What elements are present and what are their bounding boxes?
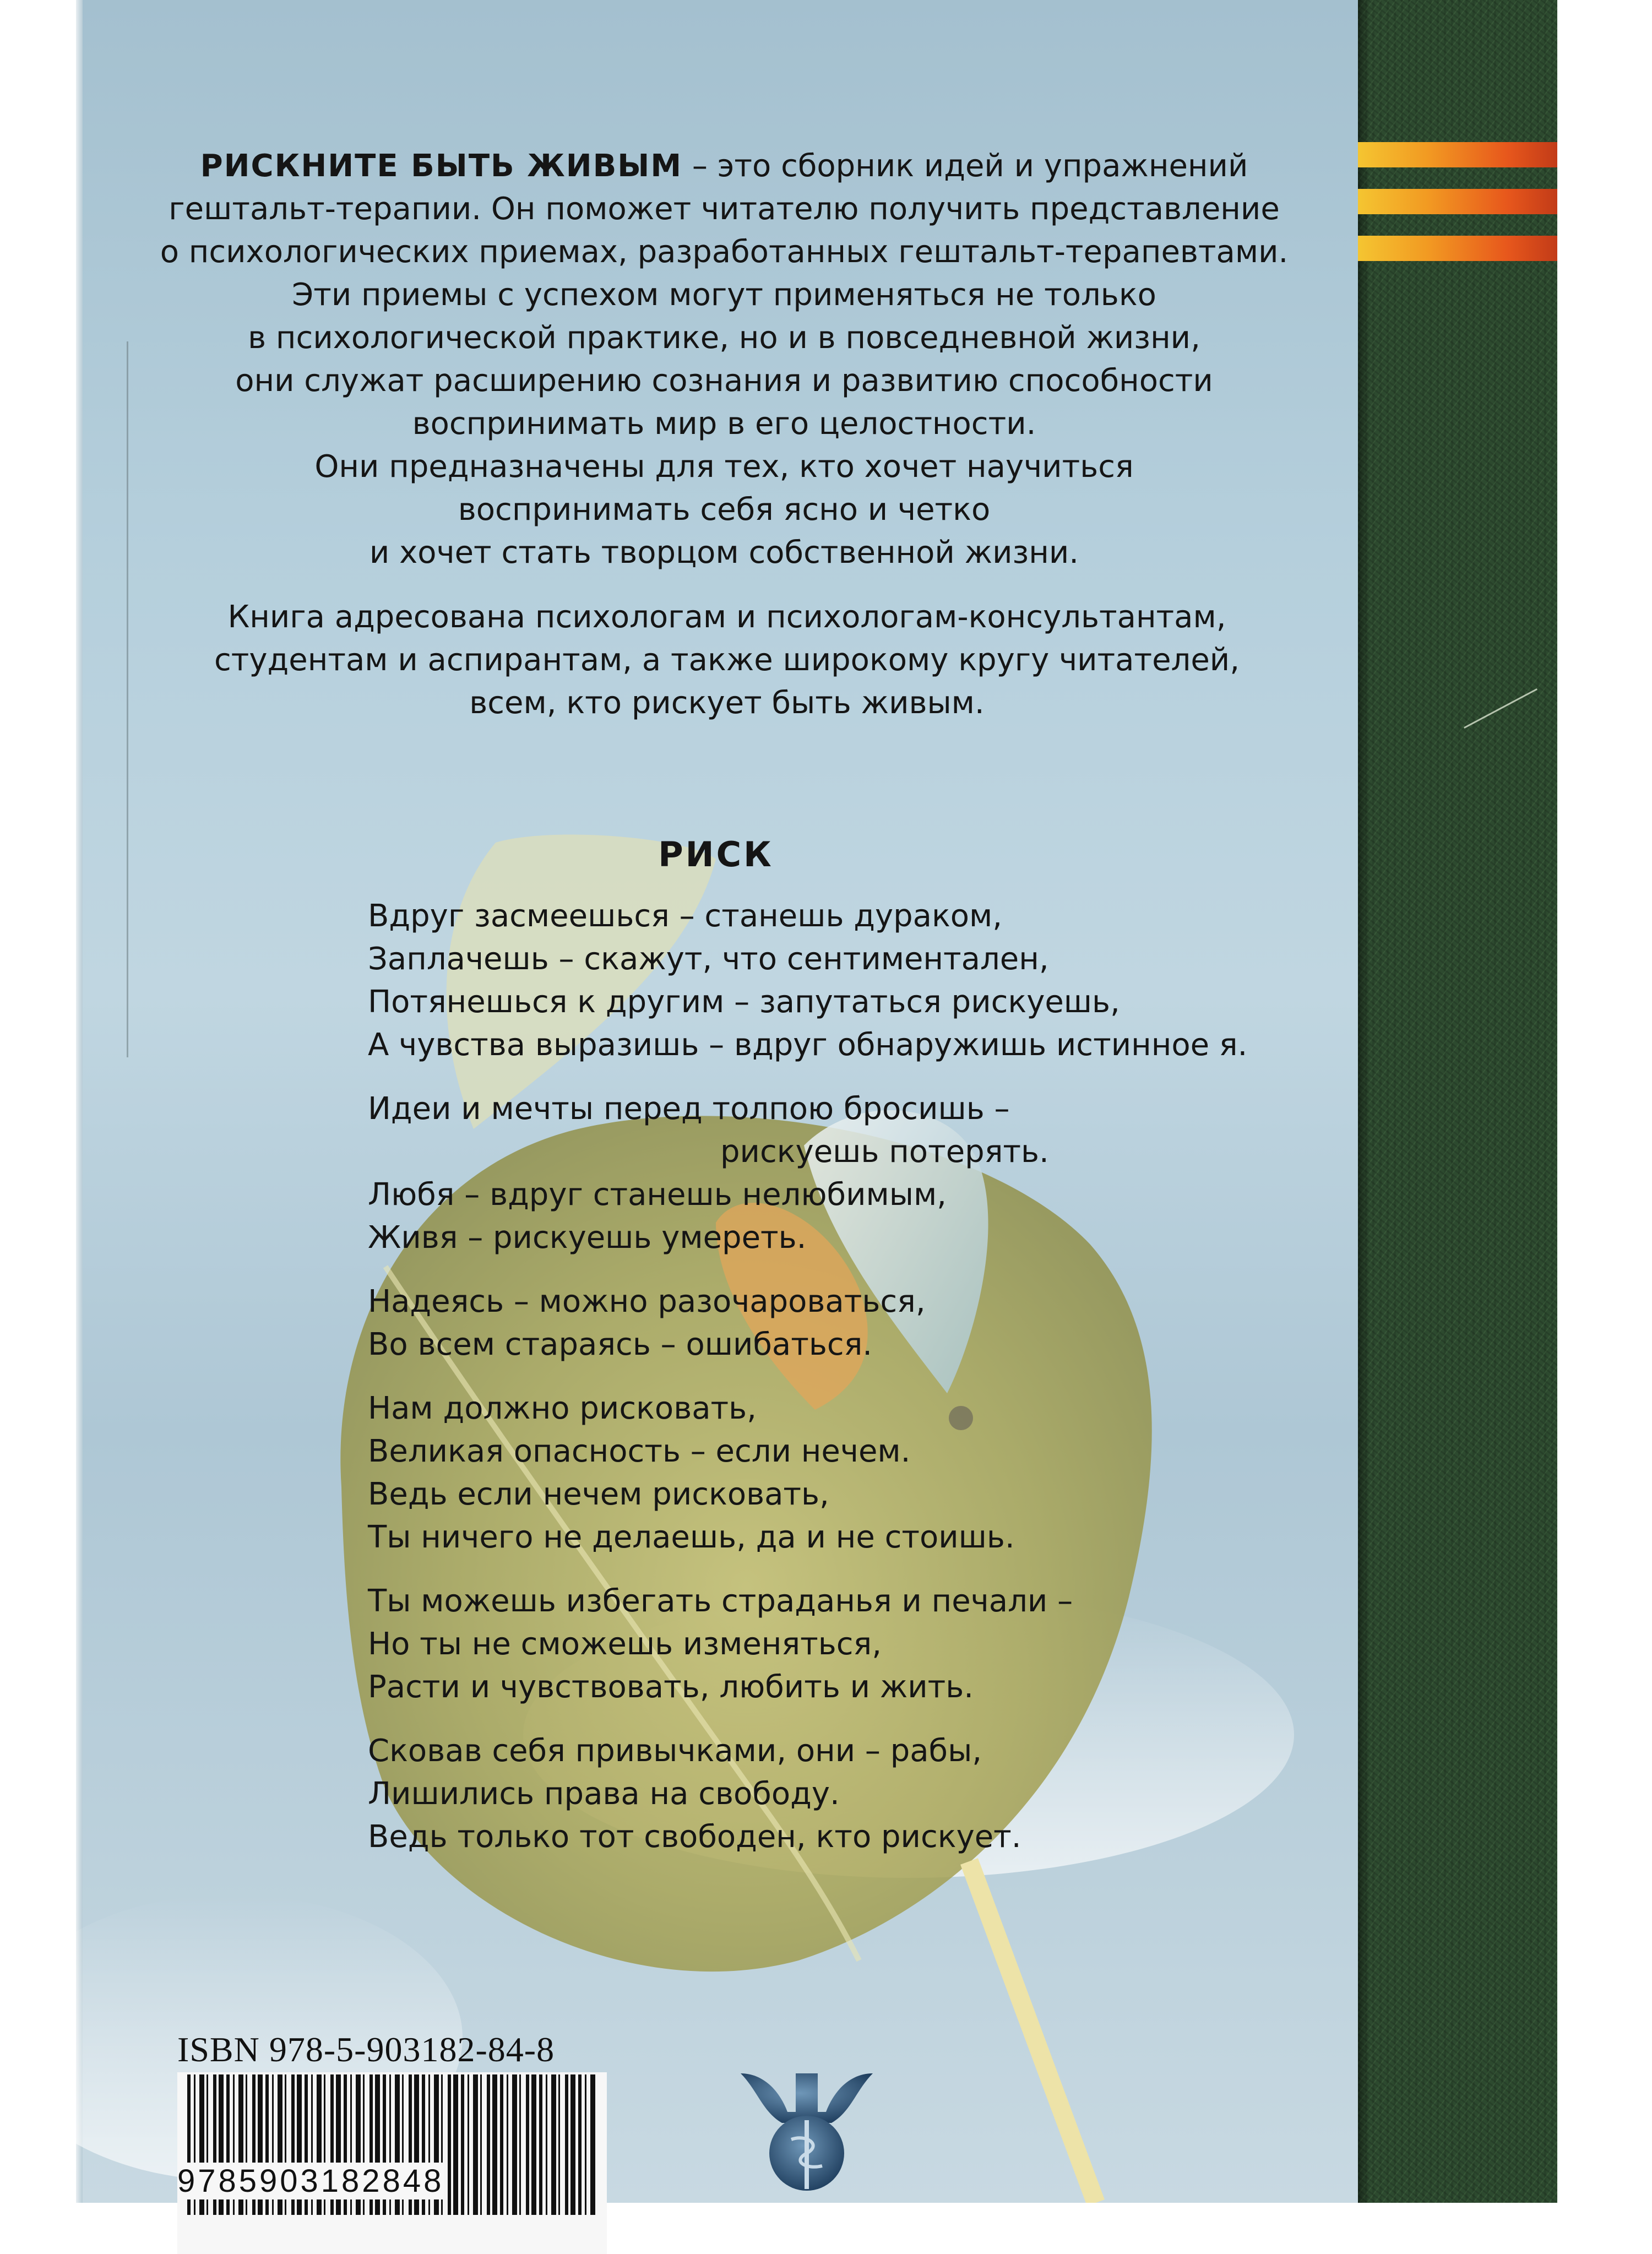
poem-stanza [368,895,1304,1067]
intro-line: они служат расширению сознания и развитию способности [235,363,1213,399]
poem-line: Идеи и мечты перед толпою бросишь – [368,1091,1010,1127]
poem-stanza [368,1088,1304,1259]
intro-line: воспринимать мир в его целостности. [412,406,1036,442]
audience-line: студентам и аспирантам, а также широкому кругу читателей, [214,642,1240,678]
poem-stanza [368,1580,1304,1709]
poem-line: Расти и чувствовать, любить и жить. [368,1669,974,1705]
intro-line: Они предназначены для тех, кто хочет научиться [314,449,1134,485]
poem-title: РИСК [658,834,774,875]
poem-line: Ведь только тот свободен, кто рискует. [368,1819,1021,1855]
poem-line: Нам должно рисковать, [368,1391,757,1426]
isbn-block [155,2029,607,2199]
poem-line: Вдруг засмеешься – станешь дураком, [368,898,1003,934]
audience-line: всем, кто рискует быть живым. [469,685,985,721]
barcode-digits: 9785903182848 [177,2163,444,2199]
intro-line: воспринимать себя ясно и четко [458,492,991,528]
audience-line: Книга адресована психологам и психологам-консультантам, [227,599,1226,635]
publisher-logo-icon [730,2051,884,2195]
intro-line: о психологических приемах, разработанных гештальт-терапевтами. [160,234,1289,270]
intro-title: РИСКНИТЕ БЫТЬ ЖИВЫМ [200,148,683,184]
poem [368,895,1304,1880]
poem-stanza [368,1280,1304,1366]
leaf-stem [969,1861,1096,2203]
intro-line: и хочет стать творцом собственной жизни. [369,535,1079,571]
poem-stanza [368,1730,1304,1859]
intro-line: гештальт-терапии. Он поможет читателю получить представление [169,191,1280,227]
poem-line: Любя – вдруг станешь нелюбимым, [368,1177,947,1213]
poem-line: Но ты не сможешь изменяться, [368,1626,882,1662]
poem-line: Потянешься к другим – запутаться рискуешь, [368,984,1120,1020]
audience-text [209,596,1245,725]
intro-line: – это сборник идей и упражнений [692,148,1248,184]
poem-line: Сковав себя привычками, они – рабы, [368,1733,982,1769]
isbn-label: ISBN 978-5-903182-84-8 [177,2030,555,2069]
intro-line: Эти приемы с успехом могут применяться не только [292,277,1156,313]
poem-line: Лишились права на свободу. [368,1776,840,1812]
poem-line: Великая опасность – если нечем. [368,1433,911,1469]
spine-stripe-2 [1358,189,1557,214]
poem-line: Надеясь – можно разочароваться, [368,1284,926,1319]
spine-shadow [1358,0,1370,2203]
poem-line: А чувства выразишь – вдруг обнаружишь истинное я. [368,1027,1248,1063]
poem-line: Ты ничего не делаешь, да и не стоишь. [368,1519,1015,1555]
poem-line: Живя – рискуешь умереть. [368,1220,807,1256]
poem-line: Во всем стараясь – ошибаться. [368,1327,873,1362]
spine-stripe-3 [1358,236,1557,261]
intro-line-1 [154,145,1294,188]
book-spine [1358,0,1557,2203]
poem-line: Ты можешь избегать страданья и печали – [368,1583,1073,1619]
poem-line: Заплачешь – скажут, что сентиментален, [368,941,1049,977]
poem-stanza [368,1387,1304,1559]
intro-text [154,145,1294,574]
spine-stripe-1 [1358,142,1557,167]
poem-line: рискуешь потерять. [720,1134,1049,1170]
poem-line: Ведь если нечем рисковать, [368,1476,829,1512]
intro-line: в психологической практике, но и в повседневной жизни, [248,320,1200,356]
